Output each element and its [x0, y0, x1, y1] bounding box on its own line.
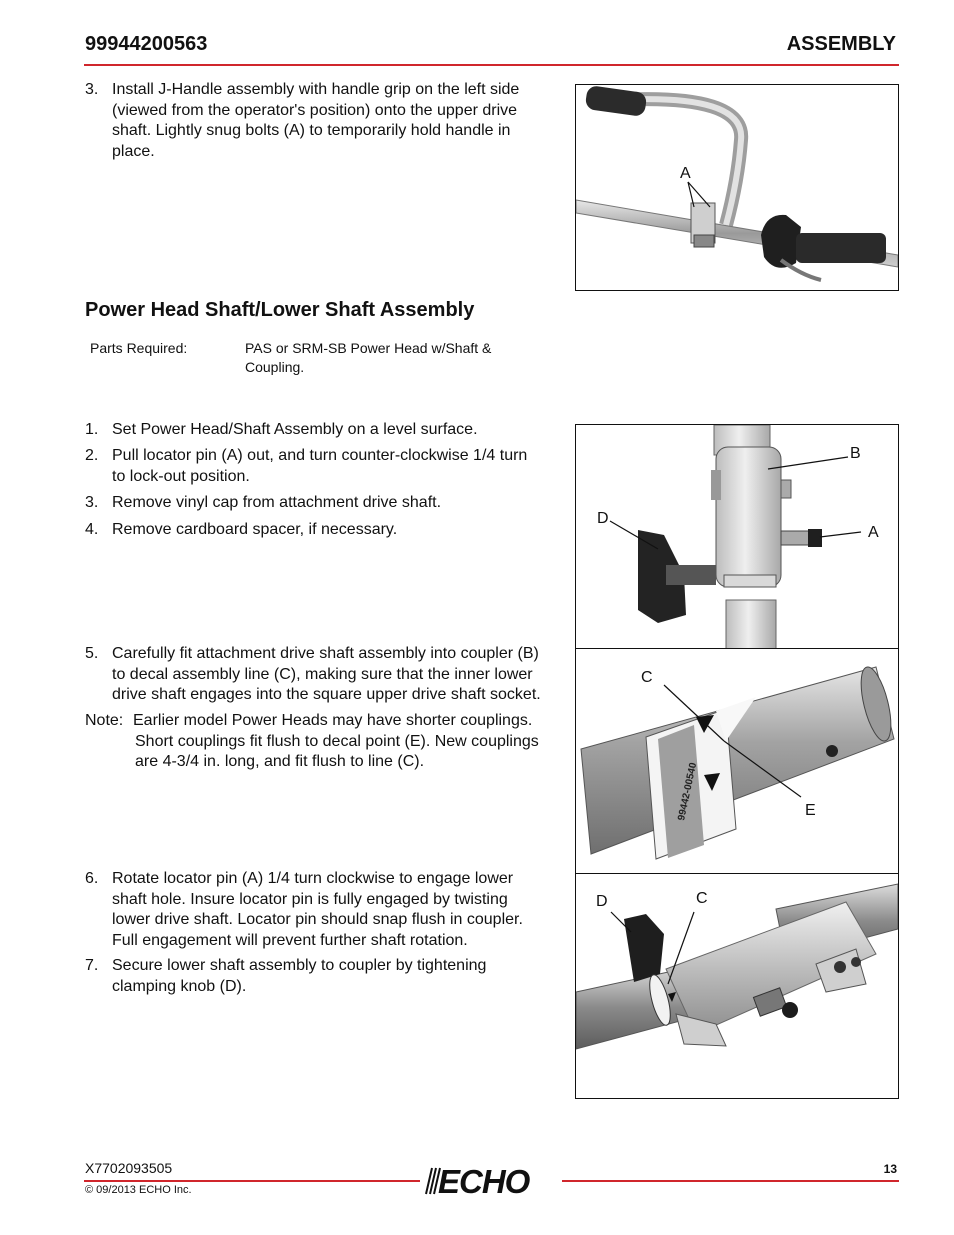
step-number: 1. [85, 421, 99, 438]
step-line: (viewed from the operator's position) onto the upper drive [112, 101, 518, 119]
step-4 [85, 520, 565, 540]
note-line: Short couplings fit flush to decal point (E). New couplings [135, 732, 539, 750]
step-line: Remove vinyl cap from attachment drive shaft. [112, 494, 442, 511]
copyright: © 09/2013 ECHO Inc. [85, 1184, 192, 1196]
step-number: 6. [85, 870, 99, 887]
note [85, 711, 565, 773]
step-line: clamping knob (D). [112, 977, 247, 995]
step-line: Install J-Handle assembly with handle grip on the left side [112, 81, 520, 98]
step-line: Set Power Head/Shaft Assembly on a level surface. [112, 421, 478, 438]
logo-wordmark: ECHO [438, 1163, 530, 1200]
jhandle-illustration [576, 85, 898, 290]
step-line: to decal assembly line (C), making sure that the inner lower [112, 665, 533, 683]
figure-label-c: C [696, 890, 708, 907]
step-line: place. [112, 142, 155, 160]
note-label: Note: [85, 712, 124, 729]
step-number: 3. [85, 494, 99, 511]
step-text [112, 420, 478, 441]
step-3-jhandle [85, 80, 565, 164]
figure-label-b: B [850, 445, 861, 462]
header-rule [84, 64, 899, 66]
figure-label-d: D [597, 510, 609, 527]
section-heading: ASSEMBLY [786, 33, 896, 55]
step-3 [85, 493, 565, 513]
parts-required-list [245, 339, 545, 377]
note-text [133, 711, 539, 773]
figure-decal [575, 648, 899, 875]
parts-line: PAS or SRM-SB Power Head w/Shaft & [245, 340, 492, 356]
figure-assembled [575, 873, 899, 1099]
section-title: Power Head Shaft/Lower Shaft Assembly [85, 299, 475, 321]
parts-line: Coupling. [245, 359, 305, 375]
figure-label-e: E [805, 802, 816, 819]
step-line: drive shaft engages into the square upper drive shaft socket. [112, 686, 541, 703]
step-text [112, 644, 541, 706]
figure-coupler [575, 424, 899, 650]
assembled-illustration [576, 874, 898, 1098]
decal-code: 99442-00540 [676, 761, 700, 822]
step-text [112, 520, 397, 541]
step-1 [85, 420, 565, 440]
document-code: X7702093505 [85, 1160, 173, 1176]
step-text [112, 493, 441, 514]
step-text [112, 869, 523, 951]
step-line: Carefully fit attachment drive shaft assembly into coupler (B) [112, 645, 539, 662]
step-number: 5. [85, 645, 99, 662]
parts-required-label: Parts Required: [90, 340, 188, 356]
step-line: shaft hole. Insure locator pin is fully engaged by twisting [112, 890, 508, 908]
part-number: 99944200563 [85, 33, 208, 55]
figure-label-d: D [596, 893, 608, 910]
step-line: Full engagement will prevent further shaft rotation. [112, 931, 468, 949]
echo-logo [420, 1163, 562, 1200]
step-line: lower drive shaft. Locator pin should snap flush in coupler. [112, 911, 523, 928]
decal-illustration [576, 649, 898, 874]
step-2 [85, 446, 565, 487]
figure-label-a: A [680, 165, 691, 182]
page-number: 13 [883, 1162, 897, 1176]
step-line: to lock-out position. [112, 467, 250, 485]
step-number: 7. [85, 957, 99, 974]
figure-label-a: A [868, 524, 879, 541]
step-6 [85, 869, 565, 953]
step-number: 2. [85, 447, 99, 464]
figure-jhandle [575, 84, 899, 291]
note-line: are 4-3/4 in. long, and fit flush to line (C). [135, 753, 425, 770]
step-line: Remove cardboard spacer, if necessary. [112, 521, 398, 538]
figure-label-c: C [641, 669, 653, 686]
step-text [112, 80, 519, 162]
step-line: shaft. Lightly snug bolts (A) to temporarily hold handle in [112, 122, 511, 139]
step-line: Pull locator pin (A) out, and turn counter-clockwise 1/4 turn [112, 447, 528, 464]
note-line: Earlier model Power Heads may have shorter couplings. [133, 712, 533, 729]
step-line: Secure lower shaft assembly to coupler by tightening [112, 957, 487, 974]
step-7 [85, 956, 565, 997]
step-number: 4. [85, 521, 99, 538]
step-5 [85, 644, 565, 706]
step-number: 3. [85, 81, 99, 98]
footer-rule-right [562, 1180, 899, 1182]
step-line: Rotate locator pin (A) 1/4 turn clockwise to engage lower [112, 870, 514, 887]
step-text [112, 446, 527, 487]
step-text [112, 956, 486, 997]
footer-rule-left [84, 1180, 420, 1182]
